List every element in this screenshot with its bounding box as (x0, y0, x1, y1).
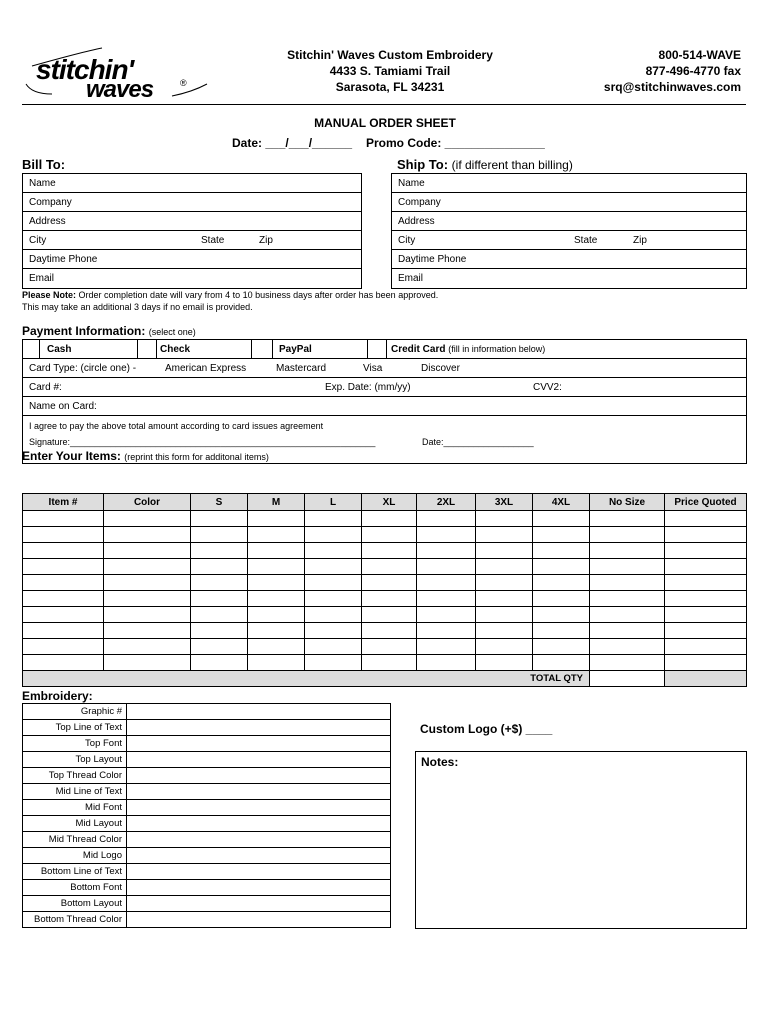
embroidery-field-input[interactable] (127, 816, 391, 832)
paypal-label: PayPal (279, 344, 312, 355)
ship-company-label: Company (398, 197, 441, 208)
embroidery-field-label: Mid Thread Color (23, 832, 127, 848)
item-row (23, 527, 747, 543)
card-type-row (23, 359, 746, 378)
item-cell[interactable] (533, 639, 590, 655)
bill-city-label: City (29, 235, 47, 246)
item-cell[interactable] (305, 511, 362, 527)
item-cell[interactable] (665, 639, 747, 655)
embroidery-field-label: Bottom Font (23, 880, 127, 896)
item-cell[interactable] (23, 607, 104, 623)
embroidery-field-input[interactable] (127, 880, 391, 896)
item-cell[interactable] (248, 623, 305, 639)
card-visa-option[interactable]: Visa (363, 363, 383, 374)
embroidery-row (23, 736, 391, 752)
embroidery-row (23, 832, 391, 848)
col-m: M (248, 494, 305, 511)
item-cell[interactable] (305, 607, 362, 623)
item-cell[interactable] (476, 591, 533, 607)
item-cell[interactable] (590, 511, 665, 527)
col-no-size: No Size (590, 494, 665, 511)
embroidery-field-label: Mid Font (23, 800, 127, 816)
custom-logo-field[interactable]: Custom Logo (+$) ____ (420, 722, 553, 736)
item-cell[interactable] (23, 511, 104, 527)
embroidery-row (23, 784, 391, 800)
item-cell[interactable] (248, 607, 305, 623)
payment-method-row (23, 340, 746, 359)
item-cell[interactable] (362, 511, 417, 527)
company-logo (22, 44, 212, 104)
item-cell[interactable] (248, 655, 305, 671)
item-cell[interactable] (476, 543, 533, 559)
promo-code-field[interactable]: Promo Code: _______________ (366, 136, 545, 150)
item-cell[interactable] (362, 591, 417, 607)
item-cell[interactable] (417, 655, 476, 671)
item-cell[interactable] (476, 623, 533, 639)
item-cell[interactable] (476, 655, 533, 671)
ship-name-label: Name (398, 178, 425, 189)
paypal-checkbox[interactable] (251, 340, 273, 358)
item-cell[interactable] (191, 511, 248, 527)
item-cell[interactable] (23, 655, 104, 671)
embroidery-row (23, 848, 391, 864)
item-cell[interactable] (305, 527, 362, 543)
item-cell[interactable] (305, 559, 362, 575)
item-row (23, 559, 747, 575)
item-cell[interactable] (590, 623, 665, 639)
company-name: Stitchin' Waves Custom Embroidery (287, 48, 493, 62)
item-cell[interactable] (590, 559, 665, 575)
item-cell[interactable] (590, 639, 665, 655)
embroidery-field-label: Top Layout (23, 752, 127, 768)
col-item-number: Item # (23, 494, 104, 511)
item-row (23, 543, 747, 559)
item-cell[interactable] (362, 623, 417, 639)
total-qty-label: TOTAL QTY (23, 671, 590, 687)
bill-phone-label: Daytime Phone (29, 254, 98, 265)
items-header-row (23, 494, 747, 511)
item-cell[interactable] (104, 511, 191, 527)
item-cell[interactable] (533, 543, 590, 559)
total-qty-row (23, 671, 747, 687)
item-cell[interactable] (362, 543, 417, 559)
bill-address-field[interactable] (23, 212, 361, 231)
item-cell[interactable] (362, 639, 417, 655)
item-cell[interactable] (305, 575, 362, 591)
company-fax: 877-496-4770 fax (645, 64, 741, 78)
items-heading (22, 449, 269, 463)
item-cell[interactable] (104, 607, 191, 623)
embroidery-field-input[interactable] (127, 784, 391, 800)
col-3xl: 3XL (476, 494, 533, 511)
item-cell[interactable] (23, 559, 104, 575)
bill-to-heading: Bill To: (22, 157, 66, 172)
please-note-line2: This may take an additional 3 days if no email is provided. (22, 302, 253, 312)
item-cell[interactable] (191, 639, 248, 655)
card-number-label: Card #: (29, 382, 62, 393)
item-cell[interactable] (104, 559, 191, 575)
item-cell[interactable] (191, 655, 248, 671)
notes-box[interactable] (415, 751, 747, 929)
item-cell[interactable] (305, 639, 362, 655)
item-cell[interactable] (362, 559, 417, 575)
bill-to-box (22, 173, 362, 289)
item-row (23, 623, 747, 639)
item-cell[interactable] (104, 623, 191, 639)
col-4xl: 4XL (533, 494, 590, 511)
item-cell[interactable] (104, 543, 191, 559)
embroidery-field-input[interactable] (127, 800, 391, 816)
bill-state-label: State (201, 235, 225, 246)
card-type-label: Card Type: (circle one) - (29, 363, 137, 374)
payment-box (22, 339, 747, 464)
item-cell[interactable] (665, 527, 747, 543)
ship-city-label: City (398, 235, 416, 246)
item-cell[interactable] (476, 527, 533, 543)
item-cell[interactable] (305, 543, 362, 559)
exp-date-label: Exp. Date: (mm/yy) (325, 382, 411, 393)
bill-email-field[interactable] (23, 269, 361, 288)
item-cell[interactable] (104, 575, 191, 591)
item-cell[interactable] (476, 559, 533, 575)
item-cell[interactable] (590, 527, 665, 543)
ship-phone-field[interactable] (392, 250, 746, 269)
ship-zip-label: Zip (633, 235, 647, 246)
total-price-cell (665, 671, 747, 687)
item-row (23, 639, 747, 655)
bill-email-label: Email (29, 273, 55, 284)
embroidery-field-input[interactable] (127, 736, 391, 752)
item-cell[interactable] (665, 575, 747, 591)
item-cell[interactable] (665, 543, 747, 559)
payment-heading (22, 324, 196, 338)
card-number-row[interactable] (23, 378, 746, 397)
embroidery-field-label: Graphic # (23, 704, 127, 720)
item-cell[interactable] (248, 559, 305, 575)
item-cell[interactable] (248, 591, 305, 607)
item-cell[interactable] (590, 543, 665, 559)
please-note (22, 290, 722, 300)
ship-name-field[interactable] (392, 174, 746, 193)
notes-label: Notes: (421, 755, 459, 769)
item-cell[interactable] (476, 575, 533, 591)
col-color: Color (104, 494, 191, 511)
payment-title: Payment Information: (22, 324, 146, 338)
embroidery-field-input[interactable] (127, 896, 391, 912)
col-2xl: 2XL (417, 494, 476, 511)
embroidery-row (23, 768, 391, 784)
embroidery-field-label: Bottom Layout (23, 896, 127, 912)
embroidery-field-label: Top Line of Text (23, 720, 127, 736)
header-divider (22, 104, 746, 105)
item-cell[interactable] (590, 591, 665, 607)
item-cell[interactable] (417, 543, 476, 559)
please-note-text: Order completion date will vary from 4 to 10 business days after order has been approved. (76, 290, 439, 300)
item-cell[interactable] (362, 607, 417, 623)
bill-city-field[interactable] (23, 231, 361, 250)
credit-note: (fill in information below) (448, 344, 546, 354)
embroidery-table (22, 703, 391, 928)
item-cell[interactable] (417, 607, 476, 623)
item-cell[interactable] (476, 511, 533, 527)
item-cell[interactable] (248, 639, 305, 655)
col-l: L (305, 494, 362, 511)
embroidery-row (23, 704, 391, 720)
embroidery-row (23, 752, 391, 768)
ship-address-label: Address (398, 216, 435, 227)
item-cell[interactable] (533, 623, 590, 639)
item-cell[interactable] (305, 623, 362, 639)
embroidery-field-label: Top Font (23, 736, 127, 752)
item-cell[interactable] (305, 591, 362, 607)
logo-text-line2: waves (86, 76, 154, 103)
items-title: Enter Your Items: (22, 449, 121, 463)
payment-note: (select one) (148, 327, 196, 337)
item-cell[interactable] (417, 591, 476, 607)
embroidery-row (23, 912, 391, 928)
item-cell[interactable] (665, 511, 747, 527)
col-s: S (191, 494, 248, 511)
company-street: 4433 S. Tamiami Trail (329, 64, 451, 78)
item-row (23, 591, 747, 607)
embroidery-row (23, 864, 391, 880)
embroidery-field-input[interactable] (127, 752, 391, 768)
bill-name-field[interactable] (23, 174, 361, 193)
item-cell[interactable] (417, 623, 476, 639)
item-cell[interactable] (248, 527, 305, 543)
embroidery-field-input[interactable] (127, 832, 391, 848)
registered-mark: ® (180, 78, 187, 88)
item-cell[interactable] (23, 623, 104, 639)
item-cell[interactable] (191, 623, 248, 639)
item-cell[interactable] (23, 527, 104, 543)
bill-company-field[interactable] (23, 193, 361, 212)
item-cell[interactable] (191, 559, 248, 575)
item-cell[interactable] (665, 559, 747, 575)
item-cell[interactable] (533, 591, 590, 607)
ship-company-field[interactable] (392, 193, 746, 212)
item-cell[interactable] (665, 591, 747, 607)
item-cell[interactable] (533, 527, 590, 543)
embroidery-field-label: Mid Line of Text (23, 784, 127, 800)
bill-zip-label: Zip (259, 235, 273, 246)
cvv-label: CVV2: (533, 382, 562, 393)
date-field[interactable]: Date: ___/___/______ (232, 136, 353, 150)
ship-to-box (391, 173, 747, 289)
embroidery-field-input[interactable] (127, 912, 391, 928)
embroidery-field-label: Mid Layout (23, 816, 127, 832)
item-cell[interactable] (362, 575, 417, 591)
item-cell[interactable] (104, 591, 191, 607)
item-cell[interactable] (104, 639, 191, 655)
item-cell[interactable] (362, 527, 417, 543)
item-cell[interactable] (417, 559, 476, 575)
cash-checkbox[interactable] (23, 340, 40, 358)
ship-to-heading (397, 157, 573, 172)
item-cell[interactable] (417, 511, 476, 527)
embroidery-row (23, 880, 391, 896)
item-cell[interactable] (23, 575, 104, 591)
ship-email-label: Email (398, 273, 424, 284)
ship-to-note: (if different than billing) (451, 158, 573, 172)
bill-address-label: Address (29, 216, 66, 227)
embroidery-field-label: Bottom Thread Color (23, 912, 127, 928)
items-table (22, 493, 747, 687)
ship-address-field[interactable] (392, 212, 746, 231)
item-cell[interactable] (191, 543, 248, 559)
col-price-quoted: Price Quoted (665, 494, 747, 511)
item-cell[interactable] (476, 639, 533, 655)
items-note: (reprint this form for additonal items) (124, 452, 269, 462)
ship-email-field[interactable] (392, 269, 746, 288)
credit-title: Credit Card (391, 344, 446, 355)
col-xl: XL (362, 494, 417, 511)
name-on-card-label: Name on Card: (29, 401, 97, 412)
embroidery-row (23, 720, 391, 736)
item-cell[interactable] (104, 655, 191, 671)
embroidery-field-label: Bottom Line of Text (23, 864, 127, 880)
embroidery-heading: Embroidery: (22, 689, 93, 703)
item-cell[interactable] (590, 607, 665, 623)
signature-field[interactable]: Signature:_____________________________________________________________ (29, 437, 376, 447)
cash-label: Cash (47, 344, 72, 355)
embroidery-field-input[interactable] (127, 848, 391, 864)
item-cell[interactable] (533, 607, 590, 623)
embroidery-field-input[interactable] (127, 768, 391, 784)
ship-city-field[interactable] (392, 231, 746, 250)
company-email: srq@stitchinwaves.com (603, 80, 741, 94)
embroidery-row (23, 816, 391, 832)
embroidery-field-input[interactable] (127, 864, 391, 880)
item-row (23, 607, 747, 623)
embroidery-row (23, 896, 391, 912)
ship-state-label: State (574, 235, 598, 246)
check-label: Check (160, 344, 191, 355)
ship-phone-label: Daytime Phone (398, 254, 467, 265)
agree-text: I agree to pay the above total amount according to card issues agreement (29, 421, 324, 431)
item-cell[interactable] (590, 575, 665, 591)
item-cell[interactable] (191, 575, 248, 591)
item-cell[interactable] (104, 527, 191, 543)
bill-name-label: Name (29, 178, 56, 189)
bill-phone-field[interactable] (23, 250, 361, 269)
item-cell[interactable] (23, 591, 104, 607)
card-amex-option[interactable]: American Express (165, 363, 247, 374)
item-cell[interactable] (191, 607, 248, 623)
item-cell[interactable] (248, 575, 305, 591)
item-cell[interactable] (476, 607, 533, 623)
item-cell[interactable] (248, 543, 305, 559)
logo-text-line1: stitchin' (36, 54, 134, 85)
item-cell[interactable] (665, 623, 747, 639)
item-cell[interactable] (362, 655, 417, 671)
bill-company-label: Company (29, 197, 72, 208)
embroidery-field-label: Top Thread Color (23, 768, 127, 784)
signature-date-field[interactable]: Date:__________________ (422, 437, 534, 447)
item-cell[interactable] (417, 639, 476, 655)
item-row (23, 511, 747, 527)
check-checkbox[interactable] (137, 340, 157, 358)
card-discover-option[interactable]: Discover (421, 363, 460, 374)
credit-label (391, 340, 545, 359)
card-mastercard-option[interactable]: Mastercard (276, 363, 327, 374)
embroidery-field-input[interactable] (127, 704, 391, 720)
embroidery-field-label: Mid Logo (23, 848, 127, 864)
item-row (23, 655, 747, 671)
item-cell[interactable] (305, 655, 362, 671)
item-cell[interactable] (191, 527, 248, 543)
item-cell[interactable] (533, 559, 590, 575)
item-cell[interactable] (533, 655, 590, 671)
please-note-label: Please Note: (22, 290, 77, 300)
item-cell[interactable] (248, 511, 305, 527)
form-title: MANUAL ORDER SHEET (314, 116, 456, 130)
item-cell[interactable] (23, 639, 104, 655)
item-row (23, 575, 747, 591)
company-city: Sarasota, FL 34231 (335, 80, 445, 94)
item-cell[interactable] (665, 607, 747, 623)
item-cell[interactable] (665, 655, 747, 671)
item-cell[interactable] (191, 591, 248, 607)
item-cell[interactable] (590, 655, 665, 671)
credit-checkbox[interactable] (367, 340, 387, 358)
total-qty-cell[interactable] (590, 671, 665, 687)
item-cell[interactable] (417, 575, 476, 591)
embroidery-field-input[interactable] (127, 720, 391, 736)
company-phone: 800-514-WAVE (658, 48, 741, 62)
ship-to-title: Ship To: (397, 157, 449, 172)
embroidery-row (23, 800, 391, 816)
item-cell[interactable] (23, 543, 104, 559)
item-cell[interactable] (533, 575, 590, 591)
item-cell[interactable] (533, 511, 590, 527)
item-cell[interactable] (417, 527, 476, 543)
name-on-card-row[interactable] (23, 397, 746, 416)
